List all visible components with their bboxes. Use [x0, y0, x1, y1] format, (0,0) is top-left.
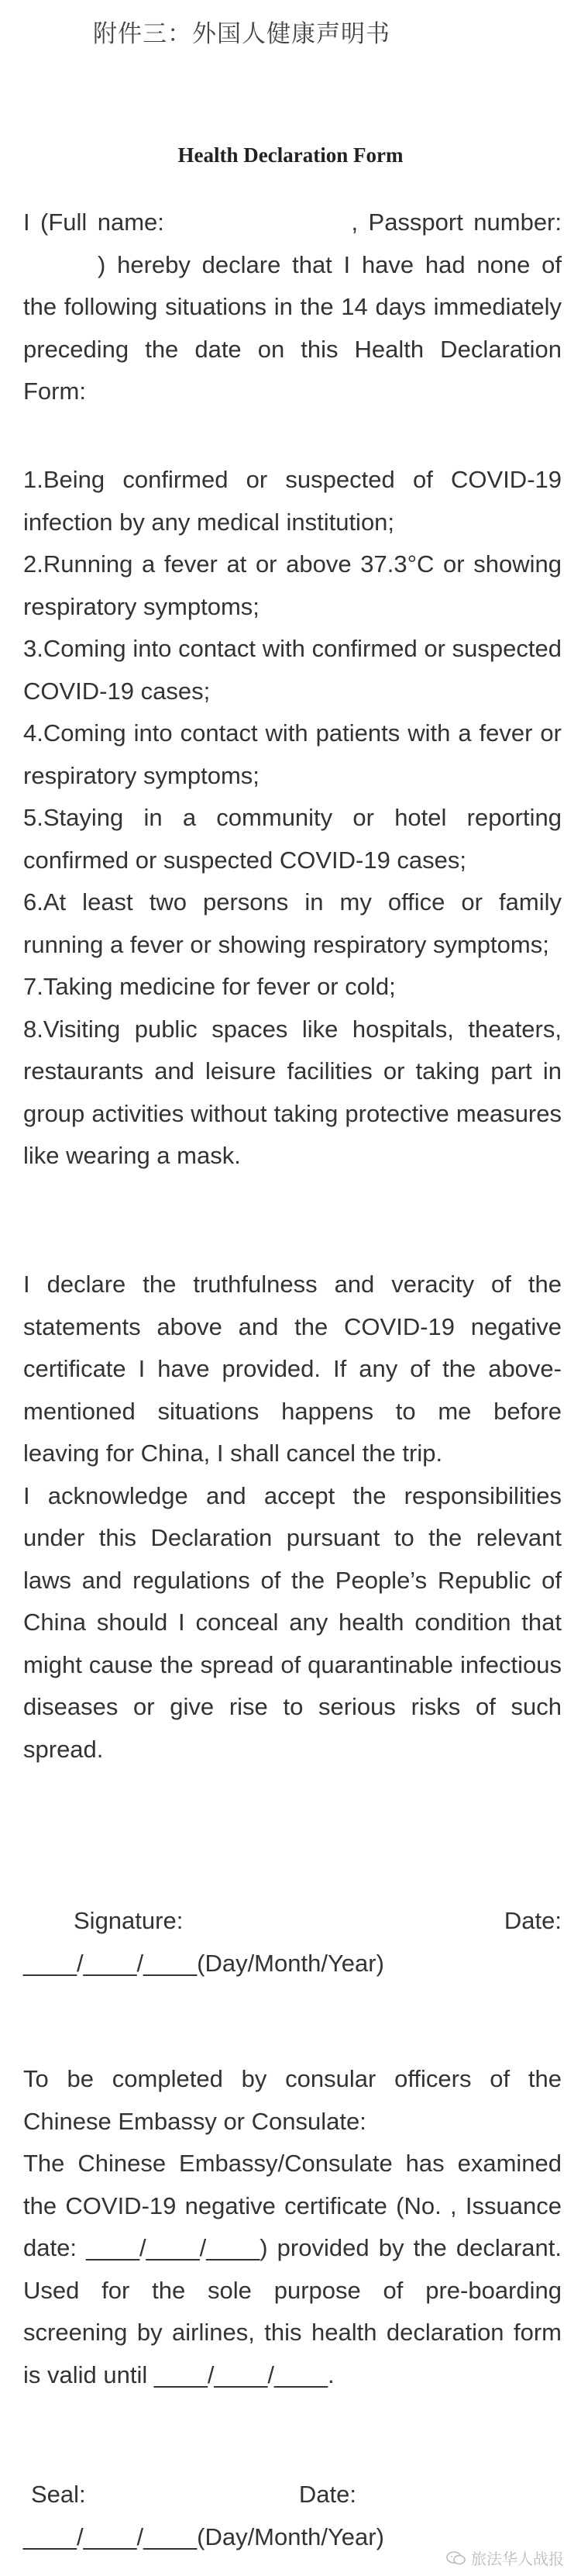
form-title: Health Declaration Form [177, 143, 404, 167]
consular-text: The Chinese Embassy/Consulate has examined the COVID-19 negative certificate (No. , Issuance date: ____/____/____) provided by the declarant. Used for the sole purpose of pre-boarding screening by airlines, this health declaration form is valid until ____/____/____. [23, 2150, 562, 2388]
seal-label: Seal: [31, 2481, 86, 2508]
acknowledgement-text: I acknowledge and accept the responsibilities under this Declaration pursuant to the relevant laws and regulations of the People’s Republic of China should I conceal any health condition that might cause the spread of quarantinable infectious diseases or give rise to serious risks of such spread. [23, 1481, 562, 1763]
passport-label: , Passport number: [351, 209, 562, 236]
list-item: 6.At least two persons in my office or family running a fever or showing respiratory symptoms; [23, 888, 562, 958]
seal-row [31, 2481, 356, 2509]
truthfulness-paragraph [23, 1264, 562, 1771]
consular-section [23, 2058, 562, 2396]
list-item: 8.Visiting public spaces like hospitals, theaters, restaurants and leisure facilities or taking part in group activities without taking protective measures like wearing a mask. [23, 1015, 562, 1169]
list-item: 5.Staying in a community or hotel reporting confirmed or suspected COVID-19 cases; [23, 804, 562, 874]
intro-paragraph [23, 202, 562, 413]
wechat-bubble-icon [446, 2550, 466, 2566]
signature-date-blank: ____/____/____(Day/Month/Year) [23, 1950, 384, 1977]
truthfulness-text: I declare the truthfulness and veracity of the statements above and the COVID-19 negative certificate I have provided. If any of the above-mentioned situations happens to me before leaving for China, I shall cancel the trip. [23, 1271, 562, 1467]
signature-label: Signature: [74, 1907, 184, 1934]
watermark-text: 旅法华人战报 [471, 2550, 564, 2568]
list-item: 7.Taking medicine for fever or cold; [23, 973, 396, 1000]
signature-row [74, 1907, 562, 1935]
list-item: 2.Running a fever at or above 37.3°C or showing respiratory symptoms; [23, 550, 562, 620]
situations-list [23, 459, 562, 1178]
seal-date-label: Date: [298, 2481, 356, 2508]
intro-first-line [23, 202, 562, 244]
list-item: 4.Coming into contact with patients with a fever or respiratory symptoms; [23, 719, 562, 789]
list-item: 1.Being confirmed or suspected of COVID-19 infection by any medical institution; [23, 466, 562, 536]
consular-heading: To be completed by consular officers of the Chinese Embassy or Consulate: [23, 2065, 562, 2135]
seal-date-blank: ____/____/____(Day/Month/Year) [23, 2523, 384, 2550]
signature-date-label: Date: [504, 1907, 562, 1934]
intro-text: ) hereby declare that I have had none of the following situations in the 14 days immediately preceding the date on this Health Declaration Form: [23, 250, 562, 405]
list-item: 3.Coming into contact with confirmed or suspected COVID-19 cases; [23, 635, 562, 705]
attachment-title: 附件三：外国人健康声明书 [93, 20, 390, 48]
full-name-label: I (Full name: [23, 209, 164, 236]
watermark [446, 2547, 564, 2569]
